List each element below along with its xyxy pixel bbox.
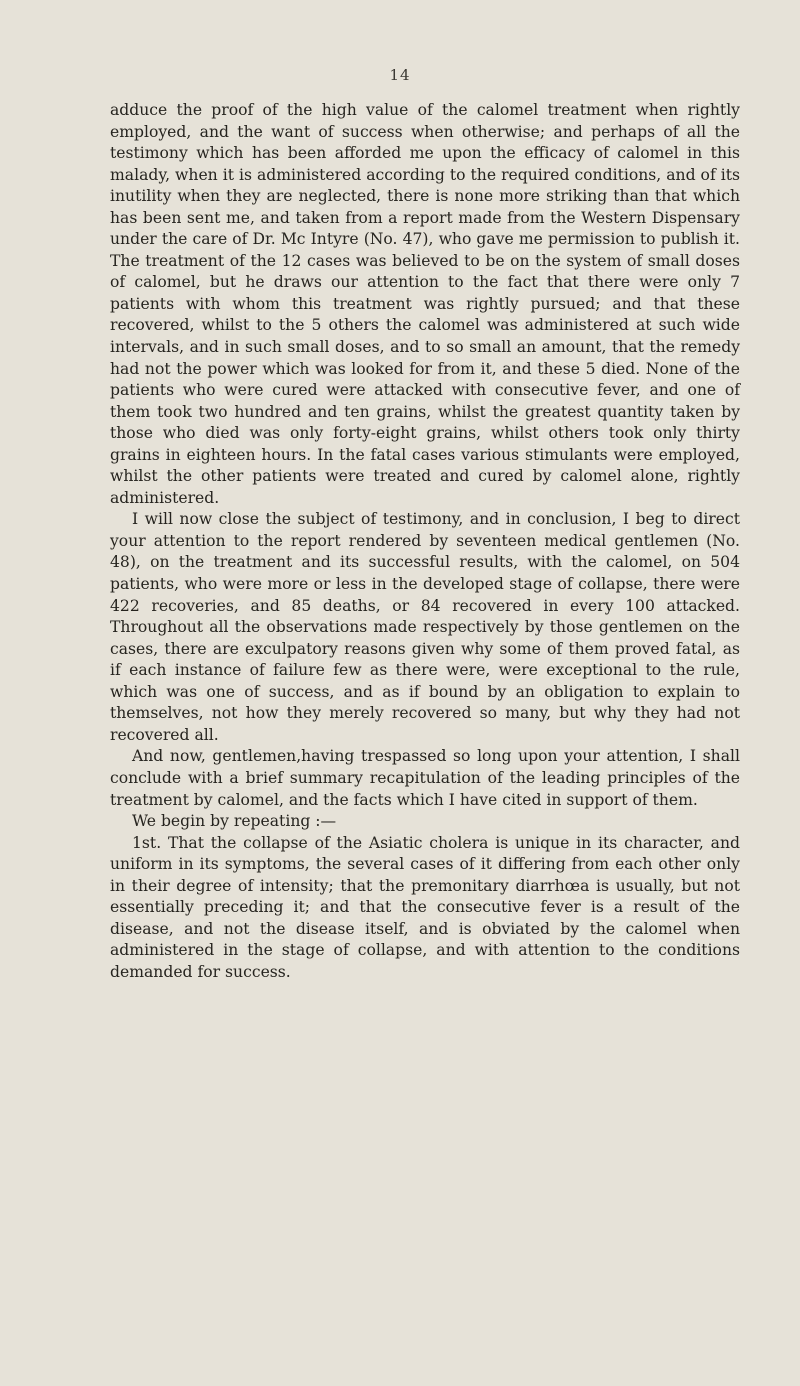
paragraph-first-principle: 1st. That the collapse of the Asiatic cholera is unique in its character, and uniform in its symptoms, the several cases of it differing from each other only in their degree of intensity; that the premonitary diarrhœa is usually, but not essentially preceding it; and that the consecutive fever is a result of the disease, and not the disease itself, and is obviated by the calomel when administered in the stage of collapse, and with attention to the conditions demanded for success. bbox=[110, 833, 740, 981]
paragraph-testimony-conclusion: I will now close the subject of testimony, and in conclusion, I beg to direct your attention to the report rendered by seventeen medical gentlemen (No. 48), on the treatment and its successful results, with the calomel, on 504 patients, who were more or less in the developed stage of collapse, there were 422 recoveries, and 85 deaths, or 84 recovered in every 100 attacked. Throughout all the observations made respectively by those gentlemen on the cases, there are exculpatory reasons given why some of them proved fatal, as if each instance of failure few as there were, were exceptional to the rule, which was one of success, and as if bound by an obligation to explain to themselves, not how they merely recovered so many, but why they had not recovered all. bbox=[110, 510, 740, 744]
paragraph-summary-intro: And now, gentlemen,having trespassed so long upon your attention, I shall conclude with a brief summary recapitulation of the leading principles of the treatment by calomel, and the facts which I have cited in support of them. bbox=[110, 747, 740, 809]
paragraph-begin-repeating: We begin by repeating :— bbox=[132, 812, 337, 831]
paragraph-continuation: adduce the proof of the high value of the calomel treatment when rightly employed, and the want of success when otherwise; and perhaps of all the testimony which has been afforded me upon the efficacy of calomel in this malady, when it is administered according to the required conditions, and of its inutility when they are neglected, there is none more striking than that which has been sent me, and taken from a report made from the Western Dispensary under the care of Dr. Mc Intyre (No. 47), who gave me permission to publish it. The treatment of the 12 cases was believed to be on the system of small doses of calomel, but he draws our attention to the fact that there were only 7 patients with whom this treatment was rightly pursued; and that these recovered, whilst to the 5 others the calomel was administered at such wide intervals, and in such small doses, and to so small an amount, that the remedy had not the power which was looked for from it, and these 5 died. None of the patients who were cured were attacked with consecutive fever, and one of them took two hundred and ten grains, whilst the greatest quantity taken by those who died was only forty-eight grains, whilst others took only thirty grains in eighteen hours. In the fatal cases various stimulants were employed, whilst the other patients were treated and cured by calomel alone, rightly administered. bbox=[110, 101, 740, 507]
body-text bbox=[110, 100, 740, 983]
page-number: 14 bbox=[389, 66, 411, 84]
